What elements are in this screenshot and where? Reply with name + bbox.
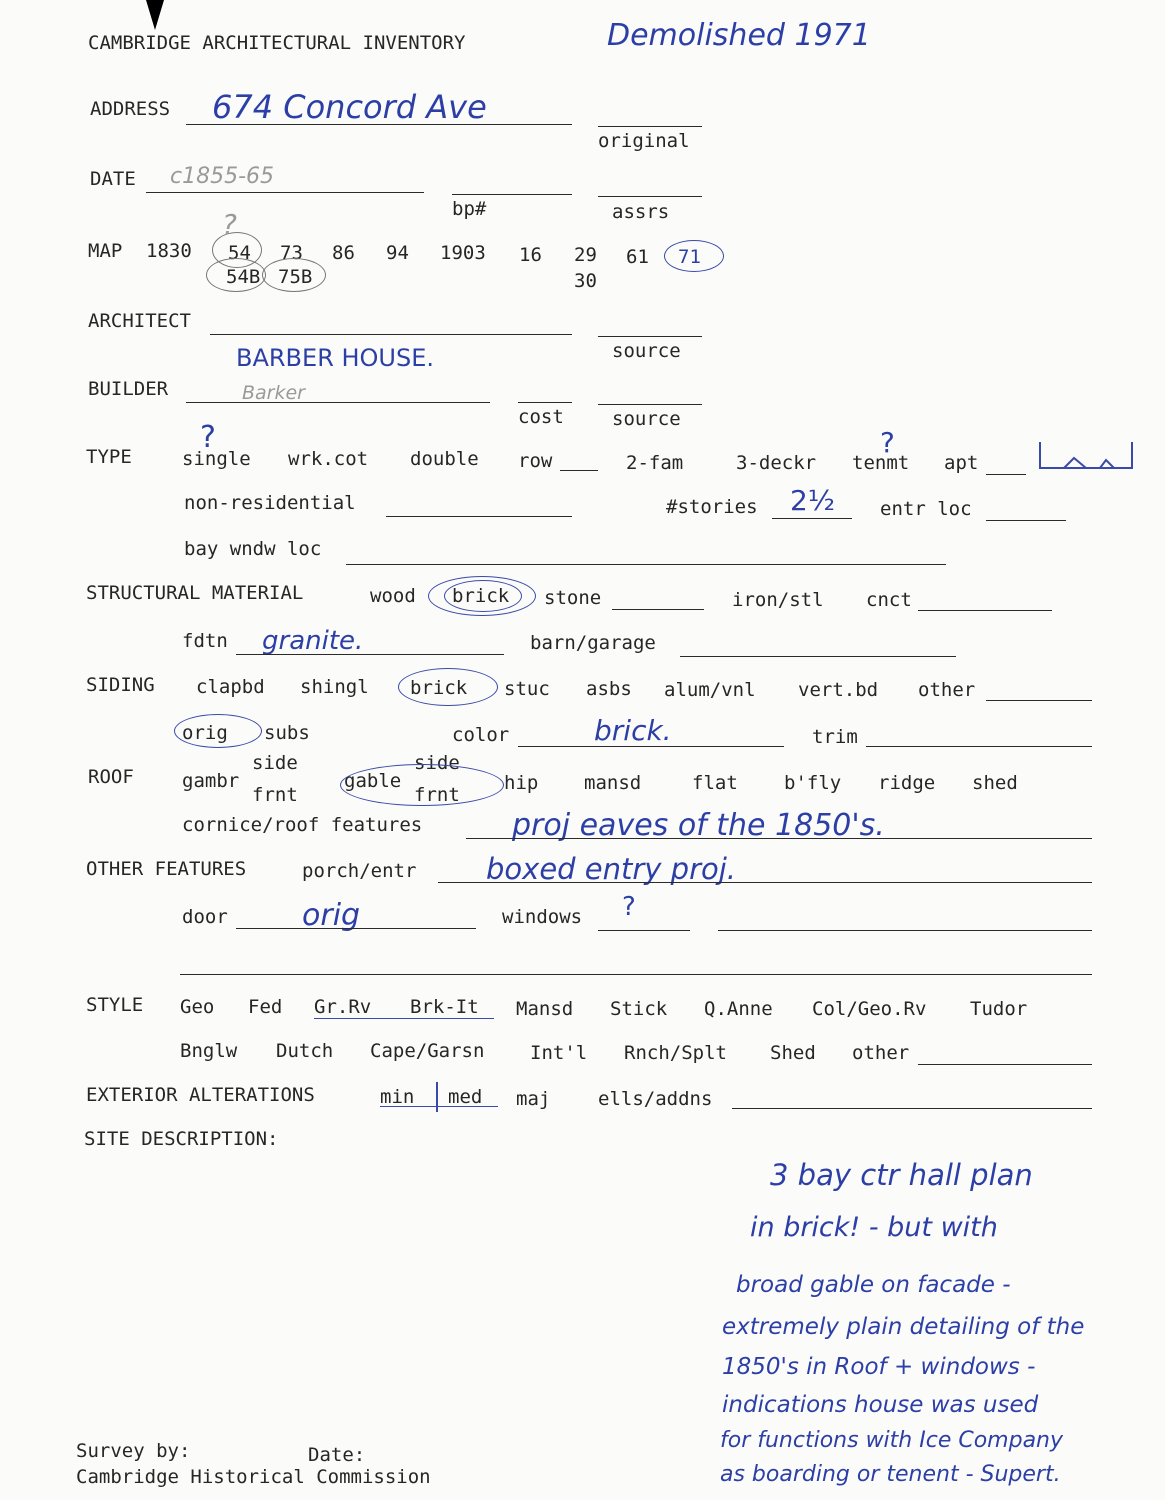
style-other-line: [918, 1064, 1092, 1065]
structural-option: cnct: [866, 589, 912, 611]
style-option: Fed: [248, 996, 283, 1018]
siding-option: clapbd: [196, 676, 265, 698]
cornice-line: [466, 838, 1092, 839]
site-note-line: 1850's in Roof + windows -: [722, 1354, 1036, 1380]
siding-option: stuc: [504, 678, 550, 700]
style-option: Mansd: [516, 998, 574, 1020]
builder-value: Barker: [242, 382, 305, 404]
style-option: Brk-It: [410, 996, 479, 1018]
subs-label: subs: [264, 722, 310, 744]
roof-option: frnt: [414, 784, 460, 806]
type-question: ?: [880, 426, 895, 459]
cost-label: cost: [518, 406, 564, 428]
stories-value: 2½: [790, 484, 835, 517]
other-line: [986, 700, 1092, 701]
ells-line: [732, 1108, 1092, 1109]
style-label: STYLE: [86, 994, 144, 1016]
site-note-line: as boarding or tenent - Supert.: [720, 1462, 1061, 1487]
type-option: tenmt: [852, 452, 910, 474]
date-value: c1855-65: [170, 164, 275, 189]
map-year: 54B: [226, 266, 261, 288]
color-label: color: [452, 724, 510, 746]
style-option: Bnglw: [180, 1040, 238, 1062]
source-label: source: [612, 408, 681, 430]
color-value: brick.: [594, 714, 672, 747]
trim-label: trim: [812, 726, 858, 748]
survey-date-label: Date:: [308, 1444, 366, 1466]
door-line: [236, 928, 476, 929]
architect-source-line: [598, 336, 702, 337]
alt-divider-mark: [436, 1082, 438, 1112]
color-line: [518, 746, 784, 747]
survey-label: Survey by:: [76, 1440, 191, 1462]
cornice-value: proj eaves of the 1850's.: [512, 808, 885, 843]
cnct-line: [918, 610, 1052, 611]
date-label: DATE: [90, 168, 136, 190]
roof-option: shed: [972, 772, 1018, 794]
stories-line: [772, 518, 852, 519]
type-question: ?: [200, 420, 216, 455]
map-year: 1903: [440, 242, 486, 264]
structural-label: STRUCTURAL MATERIAL: [86, 582, 304, 604]
trim-line: [866, 746, 1092, 747]
brick-circle: [444, 580, 522, 612]
roof-option: side: [252, 752, 298, 774]
roof-label: ROOF: [88, 766, 134, 788]
map-year: 71: [678, 246, 701, 268]
address-value: 674 Concord Ave: [212, 88, 487, 126]
bay-line: [346, 564, 946, 565]
style-option: Q.Anne: [704, 998, 773, 1020]
site-note-line: in brick! - but with: [750, 1212, 998, 1243]
cornice-label: cornice/roof features: [182, 814, 423, 836]
form-title: CAMBRIDGE ARCHITECTURAL INVENTORY: [88, 32, 466, 54]
architect-line: [210, 334, 572, 335]
gable-circle: [340, 764, 504, 806]
map-year: 16: [519, 244, 542, 266]
date-line: [146, 192, 424, 193]
style-option: Tudor: [970, 998, 1028, 1020]
cost-line: [518, 402, 572, 403]
fdtn-line: [236, 654, 504, 655]
type-label: TYPE: [86, 446, 132, 468]
builder-line: [186, 402, 490, 403]
fdtn-value: granite.: [262, 626, 364, 656]
style-option: Cape/Garsn: [370, 1040, 485, 1062]
roof-option: hip: [504, 772, 539, 794]
map-year: 75B: [278, 266, 313, 288]
style-option: Gr.Rv: [314, 996, 372, 1018]
builder-source-line: [598, 404, 702, 405]
barn-label: barn/garage: [530, 632, 656, 654]
siding-option: vert.bd: [798, 679, 879, 701]
nonres-line: [386, 516, 572, 517]
orig-label: orig: [182, 722, 228, 744]
address-line: [186, 124, 572, 125]
style-option: Shed: [770, 1042, 816, 1064]
punch-notch: [146, 0, 164, 30]
type-option: 2-fam: [626, 452, 684, 474]
plan-sketch-icon: [1036, 438, 1136, 484]
style-option: Stick: [610, 998, 668, 1020]
type-option: apt: [944, 452, 979, 474]
style-option: Geo: [180, 996, 215, 1018]
map-question: ?: [222, 208, 237, 241]
site-label: SITE DESCRIPTION:: [84, 1128, 279, 1150]
brick-circle: [398, 668, 498, 706]
site-note-line: indications house was used: [722, 1392, 1039, 1418]
demolished-note: Demolished 1971: [607, 18, 871, 53]
structural-option: brick: [452, 585, 510, 607]
windows-extra-line: [718, 930, 1092, 931]
door-label: door: [182, 906, 228, 928]
map-year: 61: [626, 246, 649, 268]
other-features-label: OTHER FEATURES: [86, 858, 247, 880]
map-year: 94: [386, 242, 409, 264]
map-year: 86: [332, 242, 355, 264]
bp-label: bp#: [452, 198, 487, 220]
porch-value: boxed entry proj.: [486, 852, 737, 886]
windows-value: ?: [622, 892, 636, 922]
style-option: Rnch/Splt: [624, 1042, 727, 1064]
roof-option: side: [414, 752, 460, 774]
assrs-line: [598, 196, 702, 197]
address-label: ADDRESS: [90, 98, 171, 120]
map-circle: [206, 258, 266, 292]
type-option: double: [410, 448, 479, 470]
roof-option: gable: [344, 770, 402, 792]
structural-option: iron/stl: [732, 589, 824, 611]
roof-option: b'fly: [784, 772, 842, 794]
ext-alt-option: maj: [516, 1088, 551, 1110]
siding-option: other: [918, 679, 976, 701]
source-label: source: [612, 340, 681, 362]
fdtn-label: fdtn: [182, 630, 228, 652]
bp-line: [452, 194, 572, 195]
porch-label: porch/entr: [302, 860, 417, 882]
structural-option: stone: [544, 587, 602, 609]
architect-label: ARCHITECT: [88, 310, 191, 332]
roof-option: ridge: [878, 772, 936, 794]
site-note-line: for functions with Ice Company: [720, 1428, 1064, 1453]
style-underline: [314, 1018, 494, 1019]
map-year: 1830: [146, 240, 192, 262]
map-year: 29: [574, 244, 597, 266]
type-option: 3-deckr: [736, 452, 817, 474]
style-option: other: [852, 1042, 910, 1064]
row-line: [560, 470, 598, 471]
siding-label: SIDING: [86, 674, 155, 696]
bay-label: bay wndw loc: [184, 538, 322, 560]
map-label: MAP: [88, 240, 123, 262]
siding-option: shingl: [300, 676, 369, 698]
map-year: 54: [228, 242, 251, 264]
siding-option: asbs: [586, 678, 632, 700]
windows-label: windows: [502, 906, 583, 928]
stories-label: #stories: [666, 496, 758, 518]
entr-loc-line: [986, 520, 1066, 521]
ext-alt-option: med: [448, 1086, 483, 1108]
original-line: [598, 126, 702, 127]
style-option: Int'l: [530, 1042, 588, 1064]
map-circle: [664, 240, 724, 272]
porch-line: [438, 882, 1092, 883]
type-option: wrk.cot: [288, 448, 369, 470]
style-option: Col/Geo.Rv: [812, 998, 927, 1020]
windows-line: [598, 930, 690, 931]
ext-alt-option: min: [380, 1086, 415, 1108]
roof-option: frnt: [252, 784, 298, 806]
alt-underline: [380, 1106, 498, 1107]
type-option: row: [518, 450, 553, 472]
door-value: orig: [302, 898, 361, 933]
apt-line: [986, 474, 1026, 475]
barn-line: [680, 656, 956, 657]
original-label: original: [598, 130, 690, 152]
commission-name: Cambridge Historical Commission: [76, 1466, 431, 1488]
map-circle: [262, 258, 326, 292]
nonres-label: non-residential: [184, 492, 356, 514]
style-option: Dutch: [276, 1040, 334, 1062]
siding-option: brick: [410, 677, 468, 699]
builder-label: BUILDER: [88, 378, 169, 400]
blank-line: [180, 974, 1092, 975]
roof-option: gambr: [182, 770, 240, 792]
house-name: BARBER HOUSE.: [236, 344, 435, 372]
orig-circle: [174, 714, 262, 748]
siding-option: alum/vnl: [664, 679, 756, 701]
site-note-line: extremely plain detailing of the: [722, 1314, 1085, 1340]
map-year: 73: [280, 242, 303, 264]
type-option: single: [182, 448, 251, 470]
assrs-label: assrs: [612, 201, 670, 223]
site-note-line: broad gable on facade -: [736, 1272, 1011, 1298]
ells-label: ells/addns: [598, 1088, 713, 1110]
structural-option: wood: [370, 585, 416, 607]
roof-option: flat: [692, 772, 738, 794]
stone-line: [612, 609, 704, 610]
map-year: 30: [574, 270, 597, 292]
site-note-line: 3 bay ctr hall plan: [770, 1158, 1033, 1192]
entr-loc-label: entr loc: [880, 498, 972, 520]
roof-option: mansd: [584, 772, 642, 794]
ext-alt-label: EXTERIOR ALTERATIONS: [86, 1084, 315, 1106]
